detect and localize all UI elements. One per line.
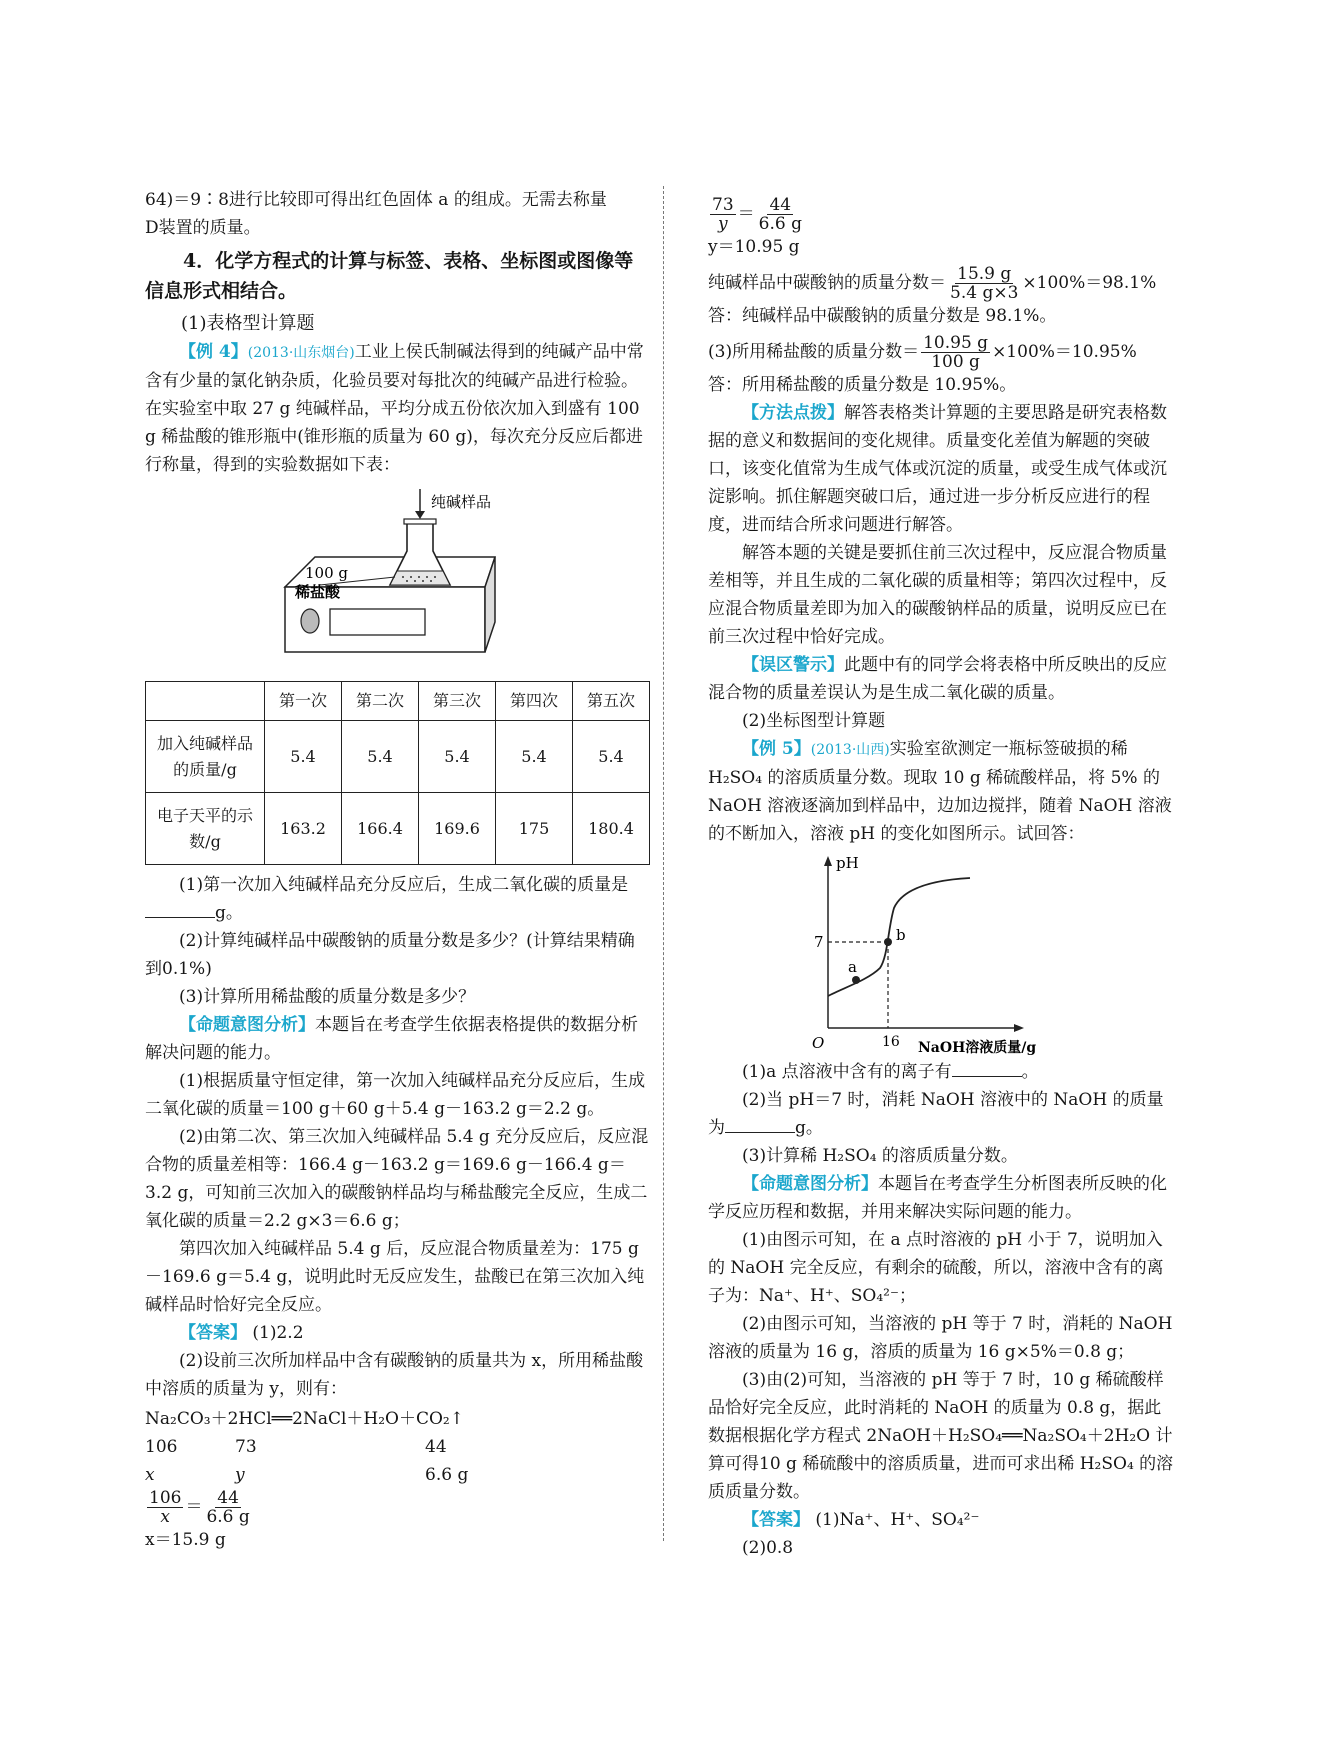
fraction <box>921 334 990 371</box>
fraction-denominator: y <box>718 214 728 234</box>
question-5-1-end: 。 <box>1021 1062 1039 1082</box>
fraction-numerator: 44 <box>217 1488 239 1508</box>
fraction-line-1-suffix: ×100%＝98.1% <box>1022 273 1157 293</box>
sub-1-heading: (1)表格型计算题 <box>181 313 315 334</box>
eq-value: 106 <box>145 1437 178 1457</box>
fraction-line-2-prefix: (3)所用稀盐酸的质量分数＝ <box>708 342 920 362</box>
intro-line-1: 64)＝9∶8进行比较即可得出红色固体 a 的组成。无需去称量 <box>145 190 607 210</box>
column-divider <box>663 186 664 1541</box>
ph-graph <box>708 848 1178 1058</box>
table-header-cell: 第三次 <box>419 682 496 721</box>
table-cell: 5.4 <box>496 721 573 793</box>
fraction-denominator: 100 g <box>931 352 980 372</box>
question-3: (3)计算所用稀盐酸的质量分数是多少？ <box>179 987 476 1007</box>
left-column <box>145 186 650 1554</box>
fraction-line-2 <box>708 334 1178 371</box>
fraction <box>757 196 804 233</box>
answer-blank[interactable] <box>952 1060 1022 1077</box>
question-5-1 <box>708 1058 1178 1086</box>
analysis-5-tag: 【命题意图分析】 <box>742 1174 878 1194</box>
analysis-4-tag: 【命题意图分析】 <box>179 1015 315 1035</box>
warning-tag: 【误区警示】 <box>742 655 844 675</box>
analysis-4-p2: (2)由第二次、第三次加入纯碱样品 5.4 g 充分反应后，反应混合物的质量差相等：166.4 g－163.2 g＝169.6 g－166.4 g＝3.2 g，可知前三次加入的碳酸钠样品均与稀盐酸完全反应，生成二氧化碳的质量＝2.2 g×3＝6.6 g； <box>145 1127 649 1231</box>
y-tick-7: 7 <box>814 933 824 951</box>
table-header-row <box>146 682 650 721</box>
method-p2: 解答本题的关键是要抓住前三次过程中，反应混合物质量差相等，并且生成的二氧化碳的质量相等；第四次过程中，反应混合物质量差即为加入的碳酸钠样品的质量，说明反应已在前三次过程中恰好完成。 <box>708 543 1167 647</box>
analysis-5 <box>708 1170 1178 1226</box>
fraction <box>147 1489 183 1526</box>
equation-row-1 <box>145 1433 650 1461</box>
question-1 <box>145 871 650 927</box>
question-5-1-text: (1)a 点溶液中含有的离子有 <box>742 1062 952 1082</box>
ratio-y: $\frac{73}{y}$ ＝ $\frac{44}{6.6 g}$ <box>712 195 802 234</box>
warning <box>708 651 1178 707</box>
table-row-label: 电子天平的示数/g <box>146 793 265 865</box>
label-mass: 100 g <box>305 564 349 582</box>
intro-line-2: D装置的质量。 <box>145 218 261 238</box>
answer-4-tag: 【答案】 <box>179 1323 247 1343</box>
equation-row-2 <box>145 1461 650 1489</box>
question-1-unit: g。 <box>215 903 243 923</box>
y-axis-label: pH <box>836 854 859 872</box>
origin-label: O <box>812 1034 825 1052</box>
point-b-label: b <box>896 926 906 944</box>
section-4-heading: 4．化学方程式的计算与标签、表格、坐标图或图像等信息形式相结合。 <box>145 250 634 302</box>
fraction <box>710 196 736 233</box>
table-cell: 163.2 <box>265 793 342 865</box>
fraction-numerator: 106 <box>149 1488 182 1508</box>
answer-4-1: (1)2.2 <box>252 1323 304 1343</box>
right-column <box>708 196 1178 1562</box>
data-table <box>145 681 650 865</box>
eq-value: y <box>235 1465 245 1485</box>
question-5-2-text: (2)当 pH＝7 时，消耗 NaOH 溶液中的 NaOH 的质量为 <box>708 1090 1164 1138</box>
analysis-5-p1: (1)由图示可知，在 a 点时溶液的 pH 小于 7，说明加入的 NaOH 完全反应，有剩余的硫酸，所以，溶液中含有的离子为：Na⁺、H⁺、SO₄²⁻； <box>708 1230 1164 1306</box>
fraction-line-1-prefix: 纯碱样品中碳酸钠的质量分数＝ <box>708 273 946 293</box>
label-acid: 稀盐酸 <box>295 583 341 601</box>
example-4 <box>145 338 650 479</box>
table-header-cell <box>146 682 265 721</box>
example-4-source: (2013·山东烟台) <box>247 345 355 361</box>
fraction <box>204 1489 251 1526</box>
point-b <box>884 938 892 946</box>
question-1-text: (1)第一次加入纯碱样品充分反应后，生成二氧化碳的质量是 <box>179 875 629 895</box>
point-a-label: a <box>848 958 857 976</box>
fraction-numerator: 15.9 g <box>957 264 1012 284</box>
example-5-source: (2013·山西) <box>810 742 890 758</box>
balance-illustration <box>145 487 650 673</box>
table-cell: 5.4 <box>573 721 650 793</box>
example-4-text: 工业上侯氏制碱法得到的纯碱产品中常含有少量的氯化钠杂质，化验员要对每批次的纯碱产品进行检验。在实验室中取 27 g 纯碱样品，平均分成五份依次加入到盛有 100 g 稀盐酸的锥形瓶中(锥形瓶的质量为 60 g)，每次充分反应后都进行称量，得到的实验数据如下表： <box>145 342 644 475</box>
table-header-cell: 第一次 <box>265 682 342 721</box>
eq-value: 44 <box>425 1437 447 1457</box>
answer-line-2: 答：所用稀盐酸的质量分数是 10.95%。 <box>708 375 1017 395</box>
answer-5 <box>708 1506 1178 1534</box>
ratio-x: $\frac{106}{x}$ ＝ $\frac{44}{6.6 g}$ <box>149 1488 250 1527</box>
answer-5-2: (2)0.8 <box>742 1538 794 1558</box>
eq-value: x <box>145 1465 155 1485</box>
eq-value: 73 <box>235 1437 257 1457</box>
fraction-denominator: 6.6 g <box>206 1507 250 1527</box>
table-row-label: 加入纯碱样品的质量/g <box>146 721 265 793</box>
label-sample: 纯碱样品 <box>431 493 492 511</box>
analysis-5-text: 本题旨在考查学生分析图表所反映的化学反应历程和数据，并用来解决实际问题的能力。 <box>708 1174 1167 1222</box>
analysis-5-p3: (3)由(2)可知，当溶液的 pH 等于 7 时，10 g 稀硫酸样品恰好完全反应，此时消耗的 NaOH 的质量为 0.8 g，据此数据根据化学方程式 2NaOH＋H₂SO₄══Na₂SO₄＋2H₂O 计算可得10 g 稀硫酸中的溶质质量，进而可求出稀 H₂SO₄ 的溶质质量分数。 <box>708 1370 1174 1502</box>
answer-4-2: (2)设前三次所加样品中含有碳酸钠的质量共为 x，所用稀盐酸中溶质的质量为 y，则有： <box>145 1351 644 1399</box>
fraction-denominator: x <box>160 1507 171 1527</box>
table-cell: 180.4 <box>573 793 650 865</box>
fraction <box>948 265 1020 302</box>
example-5-text: 实验室欲测定一瓶标签破损的稀 H₂SO₄ 的溶质质量分数。现取 10 g 稀硫酸样品，将 5% 的 NaOH 溶液逐滴加到样品中，边加边搅拌，随着 NaOH 溶液的不断加入，溶液 pH 的变化如图所示。试回答： <box>708 739 1172 844</box>
example-5 <box>708 735 1178 848</box>
balance-figure <box>145 487 650 673</box>
question-5-2 <box>708 1086 1178 1142</box>
table-row <box>146 721 650 793</box>
answer-5-tag: 【答案】 <box>742 1510 810 1530</box>
analysis-4-p3: 第四次加入纯碱样品 5.4 g 后，反应混合物质量差为：175 g－169.6 g＝5.4 g，说明此时无反应发生，盐酸已在第三次加入纯碱样品时恰好完全反应。 <box>145 1239 645 1315</box>
ph-curve-chart <box>708 848 1178 1058</box>
fraction-numerator: 44 <box>769 195 792 215</box>
answer-4 <box>145 1319 650 1347</box>
question-5-2-unit: g。 <box>795 1118 823 1138</box>
table-row <box>146 793 650 865</box>
answer-blank[interactable] <box>145 901 215 918</box>
fraction-line-2-suffix: ×100%＝10.95% <box>992 342 1137 362</box>
table-header-cell: 第五次 <box>573 682 650 721</box>
method-text: 解答表格类计算题的主要思路是研究表格数据的意义和数据间的变化规律。质量变化差值为解题的突破口，该变化值常为生成气体或沉淀的质量，或受生成气体或沉淀影响。抓住解题突破口后，通过进一步分析反应进行的程度，进而结合所求问题进行解答。 <box>708 403 1167 535</box>
question-5-3: (3)计算稀 H₂SO₄ 的溶质质量分数。 <box>742 1146 1018 1166</box>
fraction-denominator: 5.4 g×3 <box>950 283 1019 303</box>
fraction-numerator: 10.95 g <box>923 333 989 353</box>
y-result: y＝10.95 g <box>708 237 800 257</box>
example-4-tag: 【例 4】 <box>179 342 248 362</box>
chemical-equation: Na₂CO₃＋2HCl══2NaCl＋H₂O＋CO₂↑ <box>145 1409 464 1429</box>
analysis-4-text: 本题旨在考查学生依据表格提供的数据分析解决问题的能力。 <box>145 1015 638 1063</box>
table-header-cell: 第二次 <box>342 682 419 721</box>
warning-text: 此题中有的同学会将表格中所反映出的反应混合物的质量差误认为是生成二氧化碳的质量。 <box>708 655 1167 703</box>
table-cell: 5.4 <box>265 721 342 793</box>
fraction-numerator: 73 <box>712 195 734 215</box>
question-2: (2)计算纯碱样品中碳酸钠的质量分数是多少？(计算结果精确到0.1%) <box>145 931 635 979</box>
analysis-4-p1: (1)根据质量守恒定律，第一次加入纯碱样品充分反应后，生成二氧化碳的质量＝100 g＋60 g＋5.4 g－163.2 g＝2.2 g。 <box>145 1071 646 1119</box>
table-cell: 175 <box>496 793 573 865</box>
fraction-denominator: 6.6 g <box>758 214 802 234</box>
point-a <box>852 976 860 984</box>
answer-blank[interactable] <box>725 1116 795 1133</box>
table-cell: 5.4 <box>419 721 496 793</box>
method-tag: 【方法点拨】 <box>742 403 844 423</box>
table-cell: 5.4 <box>342 721 419 793</box>
table-cell: 169.6 <box>419 793 496 865</box>
x-axis-label: NaOH溶液质量/g <box>918 1040 1037 1056</box>
x-result: x＝15.9 g <box>145 1530 226 1550</box>
answer-5-1: (1)Na⁺、H⁺、SO₄²⁻ <box>815 1510 980 1530</box>
answer-line-1: 答：纯碱样品中碳酸钠的质量分数是 98.1%。 <box>708 306 1057 326</box>
sub-2-heading: (2)坐标图型计算题 <box>742 711 886 731</box>
method-tip <box>708 399 1178 539</box>
table-header-cell: 第四次 <box>496 682 573 721</box>
eq-value: 6.6 g <box>425 1465 469 1485</box>
fraction-line-1 <box>708 265 1178 302</box>
analysis-5-p2: (2)由图示可知，当溶液的 pH 等于 7 时，消耗的 NaOH 溶液的质量为 16 g，溶质的质量为 16 g×5%＝0.8 g； <box>708 1314 1173 1362</box>
table-cell: 166.4 <box>342 793 419 865</box>
example-5-tag: 【例 5】 <box>742 739 811 759</box>
analysis-4 <box>145 1011 650 1067</box>
x-tick-16: 16 <box>882 1034 900 1050</box>
